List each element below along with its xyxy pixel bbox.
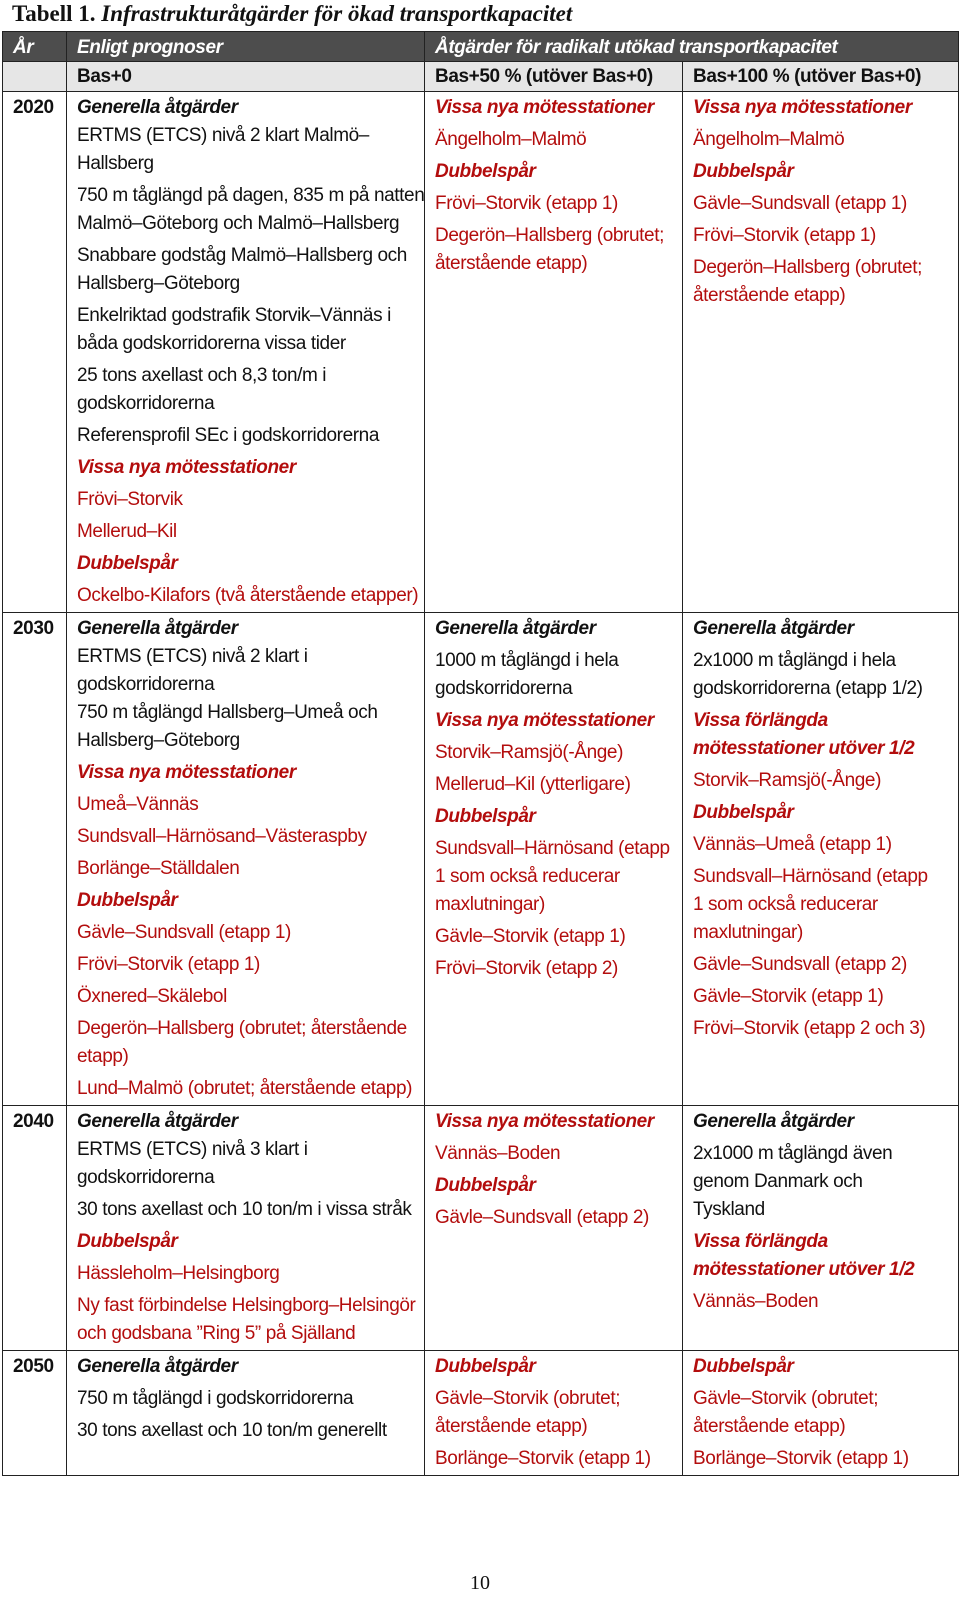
measure-item: Gävle–Sundsvall (etapp 1) — [77, 922, 291, 943]
measure-item: Vännäs–Boden — [435, 1143, 561, 1164]
measure-item: ERTMS (ETCS) nivå 2 klart i — [77, 646, 308, 667]
measure-item: Gävle–Sundsvall (etapp 2) — [693, 954, 907, 975]
section-heading: Dubbelspår — [693, 802, 794, 823]
section-heading: Dubbelspår — [77, 553, 178, 574]
bas100-cell — [683, 1351, 959, 1476]
measure-item: Umeå–Vännäs — [77, 794, 199, 815]
measure-item: Vännäs–Boden — [693, 1291, 819, 1312]
measure-item: Sundsvall–Härnösand (etapp — [693, 866, 928, 887]
table-row — [3, 1351, 959, 1476]
bas0-cell — [67, 92, 425, 613]
measure-item: Sundsvall–Härnösand–Västeraspby — [77, 826, 367, 847]
section-heading: Generella åtgärder — [435, 618, 596, 639]
bas100-cell — [683, 613, 959, 1106]
section-heading: Generella åtgärder — [693, 1111, 854, 1132]
measure-item: 1 som också reducerar — [435, 866, 620, 887]
measure-item: Borlänge–Storvik (etapp 1) — [693, 1448, 909, 1469]
measure-item: 1000 m tåglängd i hela — [435, 650, 619, 671]
measure-item: maxlutningar) — [435, 894, 545, 915]
measure-item: 1 som också reducerar — [693, 894, 878, 915]
bas50-cell — [425, 92, 683, 613]
measure-item: Borlänge–Ställdalen — [77, 858, 240, 879]
year-cell: 2050 — [3, 1351, 67, 1476]
measure-item: Ängelholm–Malmö — [693, 129, 845, 150]
measure-item: Frövi–Storvik — [77, 489, 183, 510]
measure-item: 30 tons axellast och 10 ton/m i vissa stråk — [77, 1199, 412, 1220]
bas0-cell — [67, 1106, 425, 1351]
measure-item: godskorridorerna — [77, 674, 215, 695]
year-cell: 2040 — [3, 1106, 67, 1351]
caption-label: Tabell 1. — [12, 1, 96, 26]
measure-item: Snabbare godståg Malmö–Hallsberg och — [77, 245, 407, 266]
measure-item: 750 m tåglängd i godskorridorerna — [77, 1388, 354, 1409]
measure-item: Ängelholm–Malmö — [435, 129, 587, 150]
bas50-cell — [425, 1106, 683, 1351]
section-heading: Dubbelspår — [435, 1175, 536, 1196]
measure-item: Gävle–Storvik (etapp 1) — [693, 986, 884, 1007]
section-heading: Generella åtgärder — [77, 1356, 238, 1377]
bas50-cell — [425, 613, 683, 1106]
measure-item: Gävle–Storvik (etapp 1) — [435, 926, 626, 947]
measure-item: Frövi–Storvik (etapp 1) — [693, 225, 876, 246]
section-heading: Vissa nya mötesstationer — [77, 457, 296, 478]
measure-item: 2x1000 m tåglängd även — [693, 1143, 893, 1164]
bas50-cell — [425, 1351, 683, 1476]
bas100-cell — [683, 1106, 959, 1351]
header-forecast: Enligt prognoser — [67, 32, 425, 62]
section-heading: Dubbelspår — [693, 161, 794, 182]
measure-item: Gävle–Sundsvall (etapp 1) — [693, 193, 907, 214]
section-heading: Vissa nya mötesstationer — [435, 710, 654, 731]
measure-item: Frövi–Storvik (etapp 2 och 3) — [693, 1018, 926, 1039]
measure-item: godskorridorerna (etapp 1/2) — [693, 678, 923, 699]
table-body — [3, 92, 959, 1476]
measure-item: Gävle–Sundsvall (etapp 2) — [435, 1207, 649, 1228]
infrastructure-table — [2, 31, 959, 1476]
measure-item: Vännäs–Umeå (etapp 1) — [693, 834, 892, 855]
section-heading: Vissa förlängda — [693, 1231, 828, 1252]
header-row-main — [3, 32, 959, 62]
header-bas50: Bas+50 % (utöver Bas+0) — [425, 62, 683, 92]
section-heading: Vissa nya mötesstationer — [435, 97, 654, 118]
measure-item: återstående etapp) — [693, 285, 846, 306]
measure-item: Hallsberg–Göteborg — [77, 730, 240, 751]
section-heading: Vissa förlängda — [693, 710, 828, 731]
measure-item: godskorridorerna — [435, 678, 573, 699]
measure-item: 750 m tåglängd Hallsberg–Umeå och — [77, 702, 378, 723]
section-heading: Generella åtgärder — [77, 97, 238, 118]
measure-item: Storvik–Ramsjö(-Ånge) — [693, 770, 881, 791]
measure-item: Tyskland — [693, 1199, 765, 1220]
header-bas100: Bas+100 % (utöver Bas+0) — [683, 62, 959, 92]
measure-item: Storvik–Ramsjö(-Ånge) — [435, 742, 623, 763]
measure-item: Enkelriktad godstrafik Storvik–Vännäs i — [77, 305, 391, 326]
section-heading: mötesstationer utöver 1/2 — [693, 1259, 915, 1280]
measure-item: maxlutningar) — [693, 922, 803, 943]
page-number: 10 — [470, 1572, 490, 1594]
section-heading: Vissa nya mötesstationer — [693, 97, 912, 118]
measure-item: genom Danmark och — [693, 1171, 863, 1192]
caption-text: Infrastrukturåtgärder för ökad transportkapacitet — [101, 1, 573, 26]
measure-item: återstående etapp) — [693, 1416, 846, 1437]
table-row — [3, 1106, 959, 1351]
measure-item: återstående etapp) — [435, 1416, 588, 1437]
measure-item: Hallsberg–Göteborg — [77, 273, 240, 294]
section-heading: mötesstationer utöver 1/2 — [693, 738, 915, 759]
measure-item: Frövi–Storvik (etapp 1) — [435, 193, 618, 214]
section-heading: Dubbelspår — [693, 1356, 794, 1377]
bas0-cell — [67, 1351, 425, 1476]
measure-item: Degerön–Hallsberg (obrutet; — [693, 257, 922, 278]
measure-item: Frövi–Storvik (etapp 1) — [77, 954, 260, 975]
section-heading: Dubbelspår — [435, 806, 536, 827]
measure-item: Öxnered–Skälebol — [77, 986, 227, 1007]
section-heading: Generella åtgärder — [77, 1111, 238, 1132]
header-sub-empty — [3, 62, 67, 92]
year-cell: 2020 — [3, 92, 67, 613]
section-heading: Dubbelspår — [435, 1356, 536, 1377]
measure-item: Mellerud–Kil — [77, 521, 177, 542]
measure-item: Hässleholm–Helsingborg — [77, 1263, 280, 1284]
measure-item: återstående etapp) — [435, 253, 588, 274]
section-heading: Dubbelspår — [77, 890, 178, 911]
measure-item: 30 tons axellast och 10 ton/m generellt — [77, 1420, 387, 1441]
measure-item: Mellerud–Kil (ytterligare) — [435, 774, 631, 795]
measure-item: Referensprofil SEc i godskorridorerna — [77, 425, 380, 446]
measure-item: Ockelbo-Kilafors (två återstående etapper) — [77, 585, 419, 606]
measure-item: Gävle–Storvik (obrutet; — [435, 1388, 621, 1409]
measure-item: Hallsberg — [77, 153, 154, 174]
measure-item: ERTMS (ETCS) nivå 2 klart Malmö– — [77, 125, 369, 146]
header-row-sub — [3, 62, 959, 92]
measure-item: Lund–Malmö (obrutet; återstående etapp) — [77, 1078, 413, 1099]
measure-item: Frövi–Storvik (etapp 2) — [435, 958, 618, 979]
section-heading: Generella åtgärder — [77, 618, 238, 639]
measure-item: båda godskorridorerna vissa tider — [77, 333, 346, 354]
measure-item: 25 tons axellast och 8,3 ton/m i — [77, 365, 327, 386]
measure-item: Degerön–Hallsberg (obrutet; återstående — [77, 1018, 407, 1039]
header-bas0: Bas+0 — [67, 62, 425, 92]
measure-item: 750 m tåglängd på dagen, 835 m på natten — [77, 185, 425, 206]
bas0-cell — [67, 613, 425, 1106]
header-year: År — [3, 32, 67, 62]
header-radical: Åtgärder för radikalt utökad transportkapacitet — [425, 32, 959, 62]
measure-item: etapp) — [77, 1046, 129, 1067]
section-heading: Dubbelspår — [77, 1231, 178, 1252]
measure-item: 2x1000 m tåglängd i hela — [693, 650, 896, 671]
year-cell: 2030 — [3, 613, 67, 1106]
measure-item: Borlänge–Storvik (etapp 1) — [435, 1448, 651, 1469]
section-heading: Generella åtgärder — [693, 618, 854, 639]
measure-item: Ny fast förbindelse Helsingborg–Helsingör — [77, 1295, 416, 1316]
table-caption — [12, 0, 572, 28]
measure-item: Malmö–Göteborg och Malmö–Hallsberg — [77, 213, 400, 234]
table-row — [3, 92, 959, 613]
measure-item: och godsbana ”Ring 5” på Själland — [77, 1323, 356, 1344]
measure-item: Gävle–Storvik (obrutet; — [693, 1388, 879, 1409]
measure-item: ERTMS (ETCS) nivå 3 klart i — [77, 1139, 308, 1160]
measure-item: Degerön–Hallsberg (obrutet; — [435, 225, 664, 246]
measure-item: godskorridorerna — [77, 393, 215, 414]
bas100-cell — [683, 92, 959, 613]
section-heading: Vissa nya mötesstationer — [435, 1111, 654, 1132]
section-heading: Vissa nya mötesstationer — [77, 762, 296, 783]
section-heading: Dubbelspår — [435, 161, 536, 182]
measure-item: Sundsvall–Härnösand (etapp — [435, 838, 670, 859]
table-row — [3, 613, 959, 1106]
measure-item: godskorridorerna — [77, 1167, 215, 1188]
